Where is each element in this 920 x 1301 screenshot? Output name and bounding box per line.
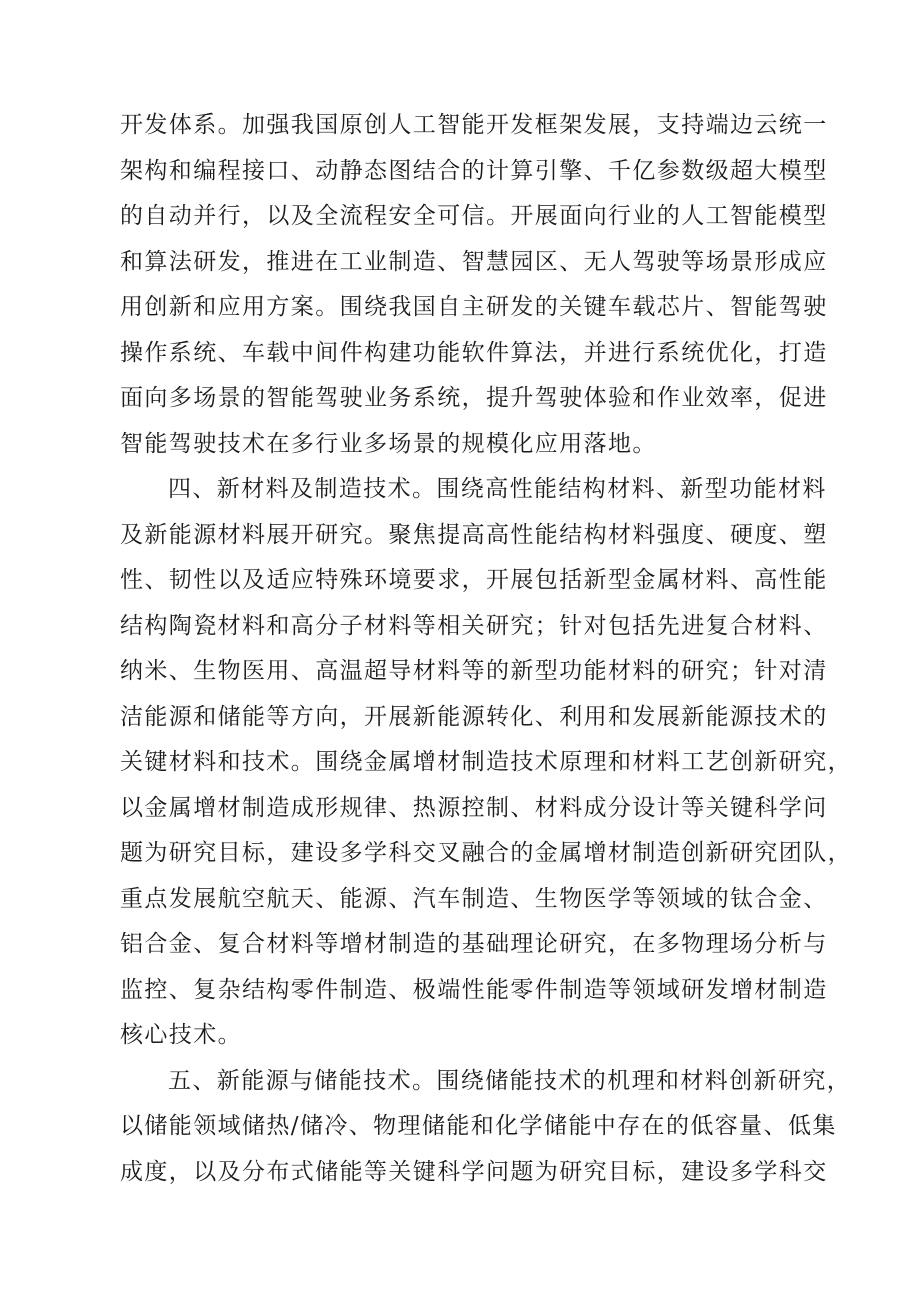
text-line: 面向多场景的智能驾驶业务系统，提升驾驶体验和作业效率，促进 (120, 385, 828, 411)
text-line: 性、韧性以及适应特殊环境要求，开展包括新型金属材料、高性能 (120, 567, 828, 593)
text-line: 洁能源和储能等方向，开展新能源转化、利用和发展新能源技术的 (120, 703, 828, 730)
text-line: 及新能源材料展开研究。聚焦提高高性能结构材料强度、硬度、塑 (120, 521, 828, 548)
text-line: 核心技术。 (120, 1022, 242, 1048)
text-line: 重点发展航空航天、能源、汽车制造、生物医学等领域的钛合金、 (120, 885, 828, 912)
text-line: 以储能领域储热/储冷、物理储能和化学储能中存在的低容量、低集 (120, 1113, 837, 1139)
text-line: 题为研究目标，建设多学科交叉融合的金属增材制造创新研究团队， (120, 840, 852, 866)
text-line: 以金属增材制造成形规律、热源控制、材料成分设计等关键科学问 (120, 794, 828, 821)
text-line: 关键材料和技术。围绕金属增材制造技术原理和材料工艺创新研究， (120, 749, 852, 775)
text-line: 和算法研发，推进在工业制造、智慧园区、无人驾驶等场景形成应 (120, 248, 828, 275)
text-line: 结构陶瓷材料和高分子材料等相关研究；针对包括先进复合材料、 (120, 612, 828, 639)
text-line: 纳米、生物医用、高温超导材料等的新型功能材料的研究；针对清 (120, 658, 828, 684)
body-text (120, 103, 852, 1195)
text-line: 开发体系。加强我国原创人工智能开发框架发展，支持端边云统一 (120, 112, 828, 138)
section-five-first-line: 五、新能源与储能技术。围绕储能技术的机理和材料创新研究， (168, 1067, 852, 1094)
text-line: 成度，以及分布式储能等关键科学问题为研究目标，建设多学科交 (120, 1158, 828, 1185)
text-line: 用创新和应用方案。围绕我国自主研发的关键车载芯片、智能驾驶 (120, 294, 828, 320)
text-line: 监控、复杂结构零件制造、极端性能零件制造等领域研发增材制造 (120, 976, 828, 1003)
text-line: 操作系统、车载中间件构建功能软件算法，并进行系统优化，打造 (120, 339, 828, 366)
text-line: 架构和编程接口、动静态图结合的计算引擎、千亿参数级超大模型 (120, 157, 828, 184)
text-line: 智能驾驶技术在多行业多场景的规模化应用落地。 (120, 430, 657, 457)
section-four-first-line: 四、新材料及制造技术。围绕高性能结构材料、新型功能材料 (168, 476, 827, 502)
text-line: 的自动并行，以及全流程安全可信。开展面向行业的人工智能模型 (120, 203, 828, 229)
text-line: 铝合金、复合材料等增材制造的基础理论研究，在多物理场分析与 (120, 931, 828, 957)
